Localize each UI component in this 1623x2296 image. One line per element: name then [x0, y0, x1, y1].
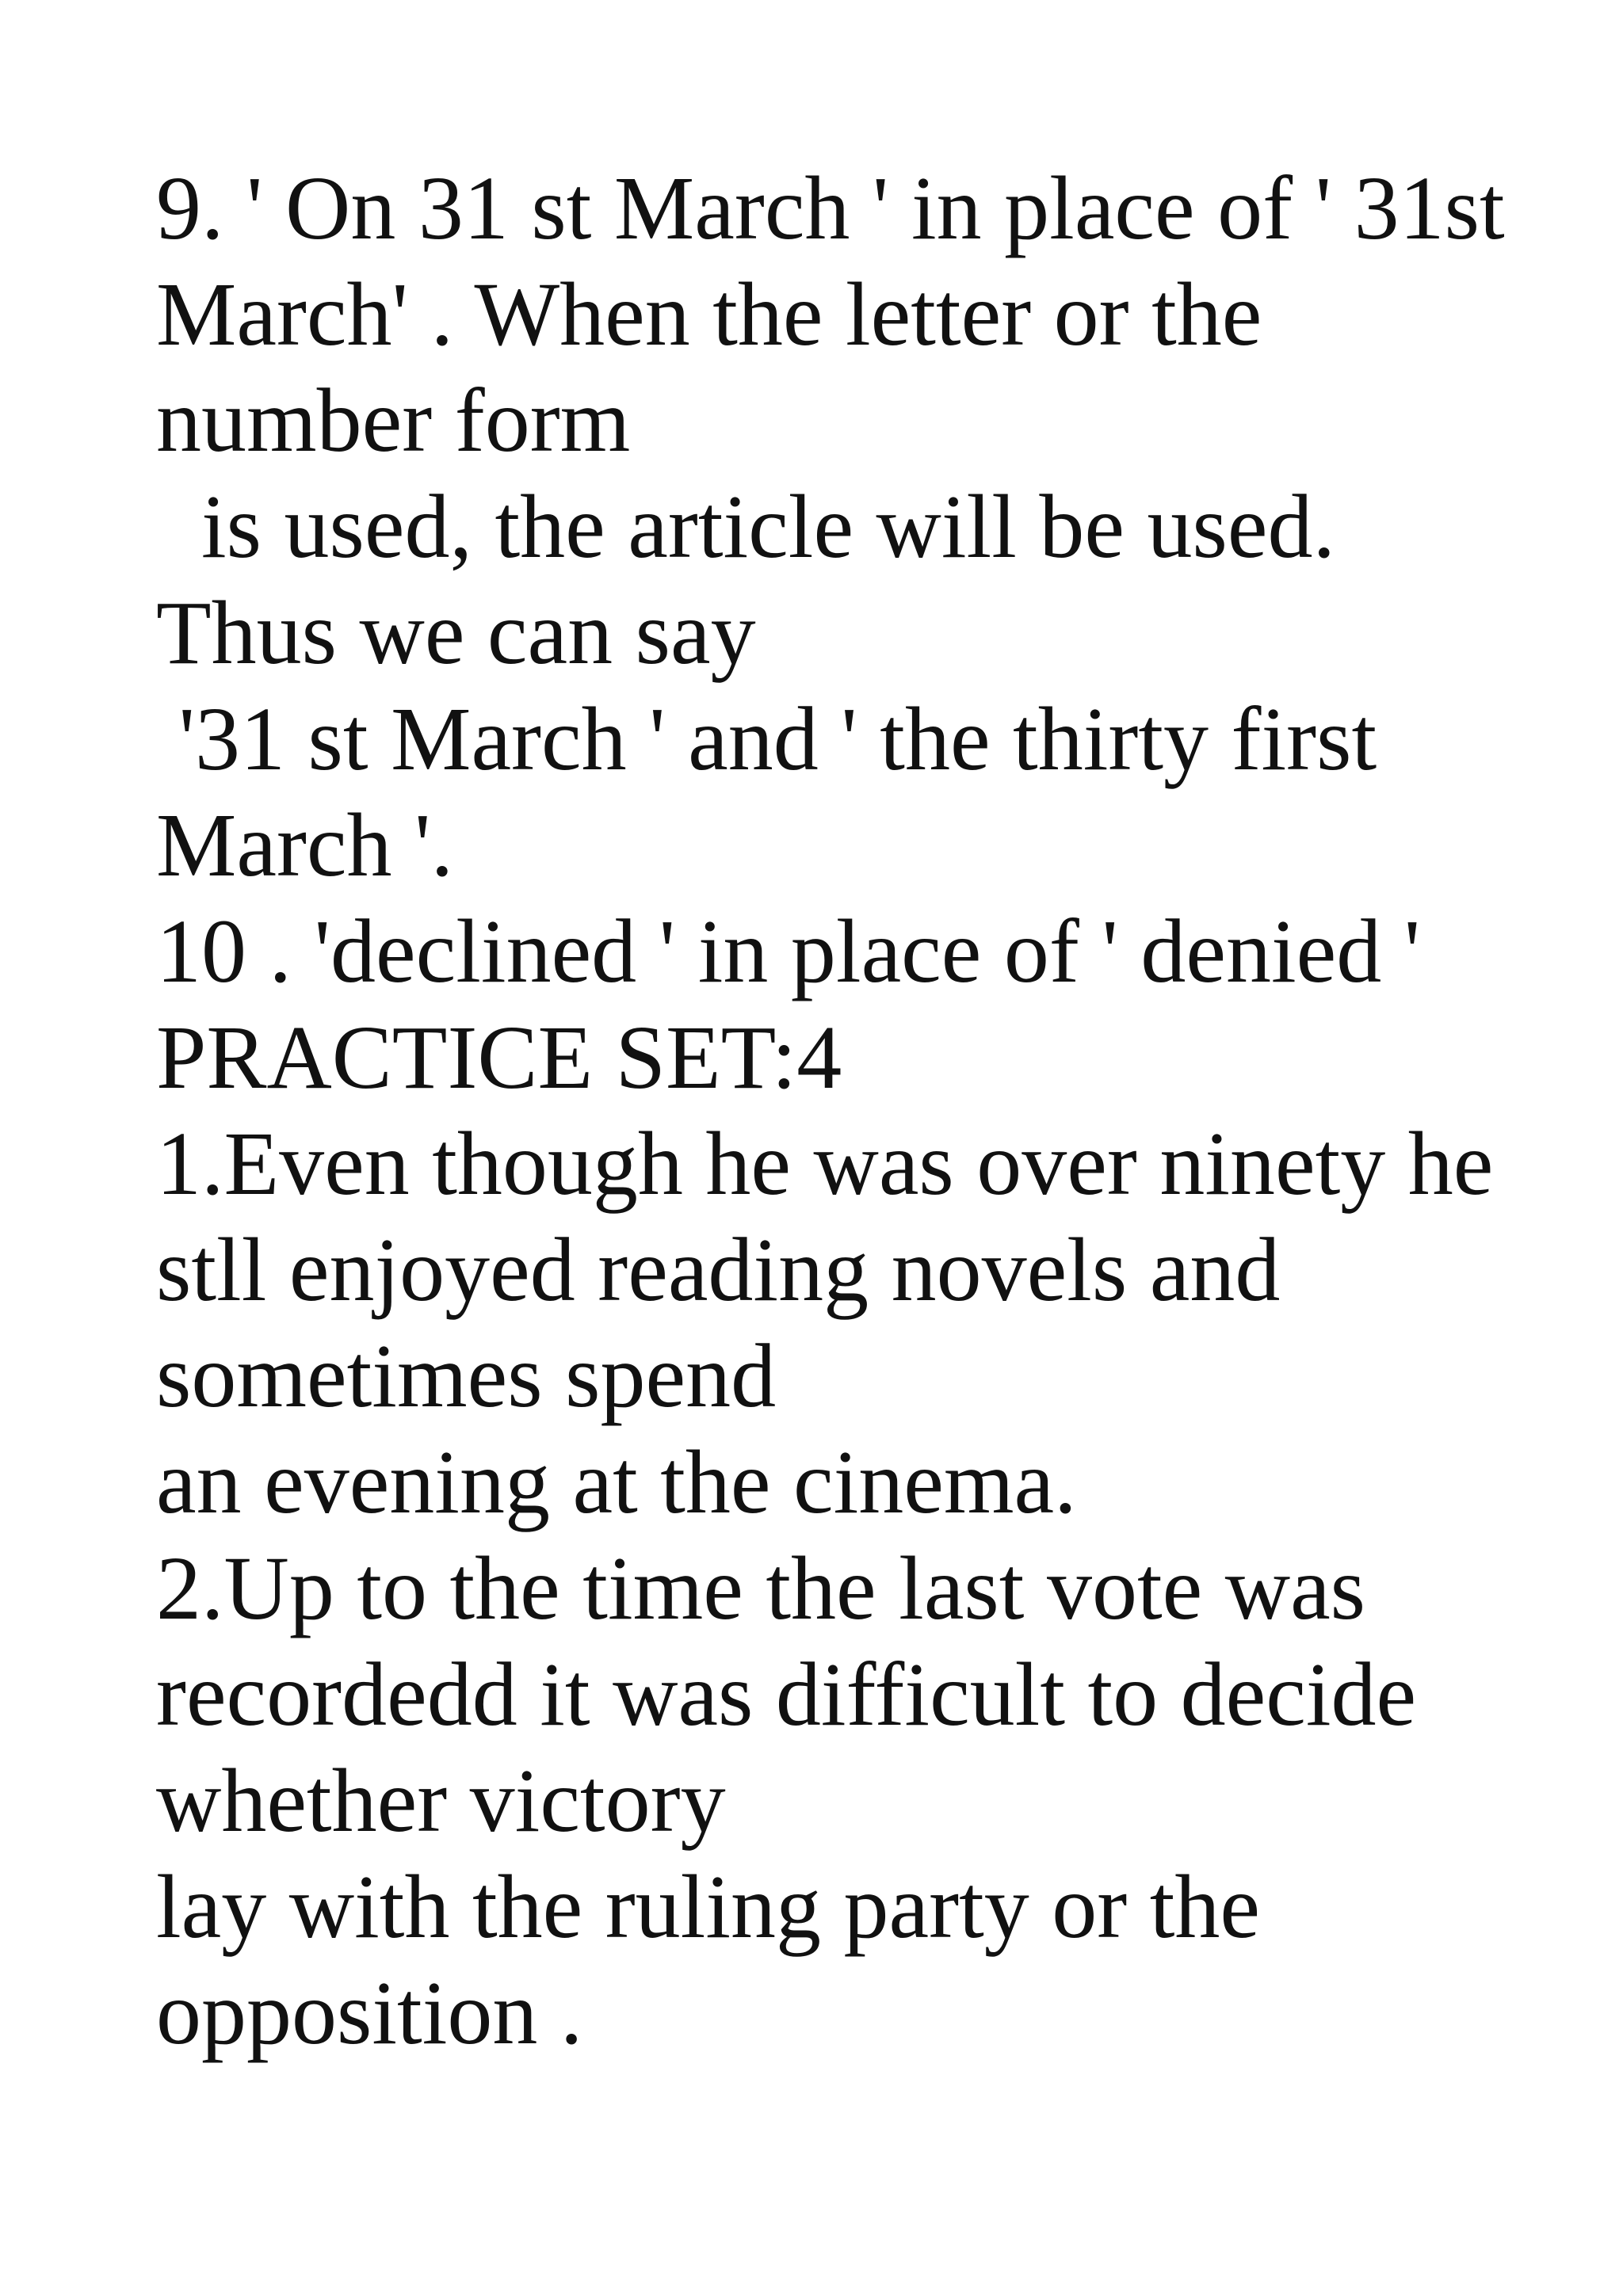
text-line: number form [156, 370, 631, 471]
text-line: lay with the ruling party or the [156, 1856, 1260, 1957]
text-line: '31 st March ' and ' the thirty first [156, 688, 1377, 789]
text-line: Thus we can say [156, 582, 756, 683]
text-line: March' . When the letter or the [156, 264, 1262, 364]
text-line: March '. [156, 795, 454, 895]
section-heading: PRACTICE SET:4 [156, 1007, 842, 1108]
text-line: whether victory [156, 1750, 726, 1851]
text-line: recordedd it was difficult to decide [156, 1644, 1417, 1745]
text-line: 1.Even though he was over ninety he [156, 1113, 1494, 1214]
text-line: 2.Up to the time the last vote was [156, 1538, 1366, 1638]
text-line: opposition . [156, 1962, 583, 2063]
text-line: an evening at the cinema. [156, 1432, 1077, 1532]
text-line: sometimes spend [156, 1325, 777, 1426]
text-line: is used, the article will be used. [156, 476, 1335, 577]
text-line: 9. ' On 31 st March ' in place of ' 31st [156, 158, 1505, 258]
document-text [156, 155, 1583, 2066]
text-line: stll enjoyed reading novels and [156, 1219, 1281, 1320]
text-line: 10 . 'declined ' in place of ' denied ' [156, 901, 1421, 1001]
